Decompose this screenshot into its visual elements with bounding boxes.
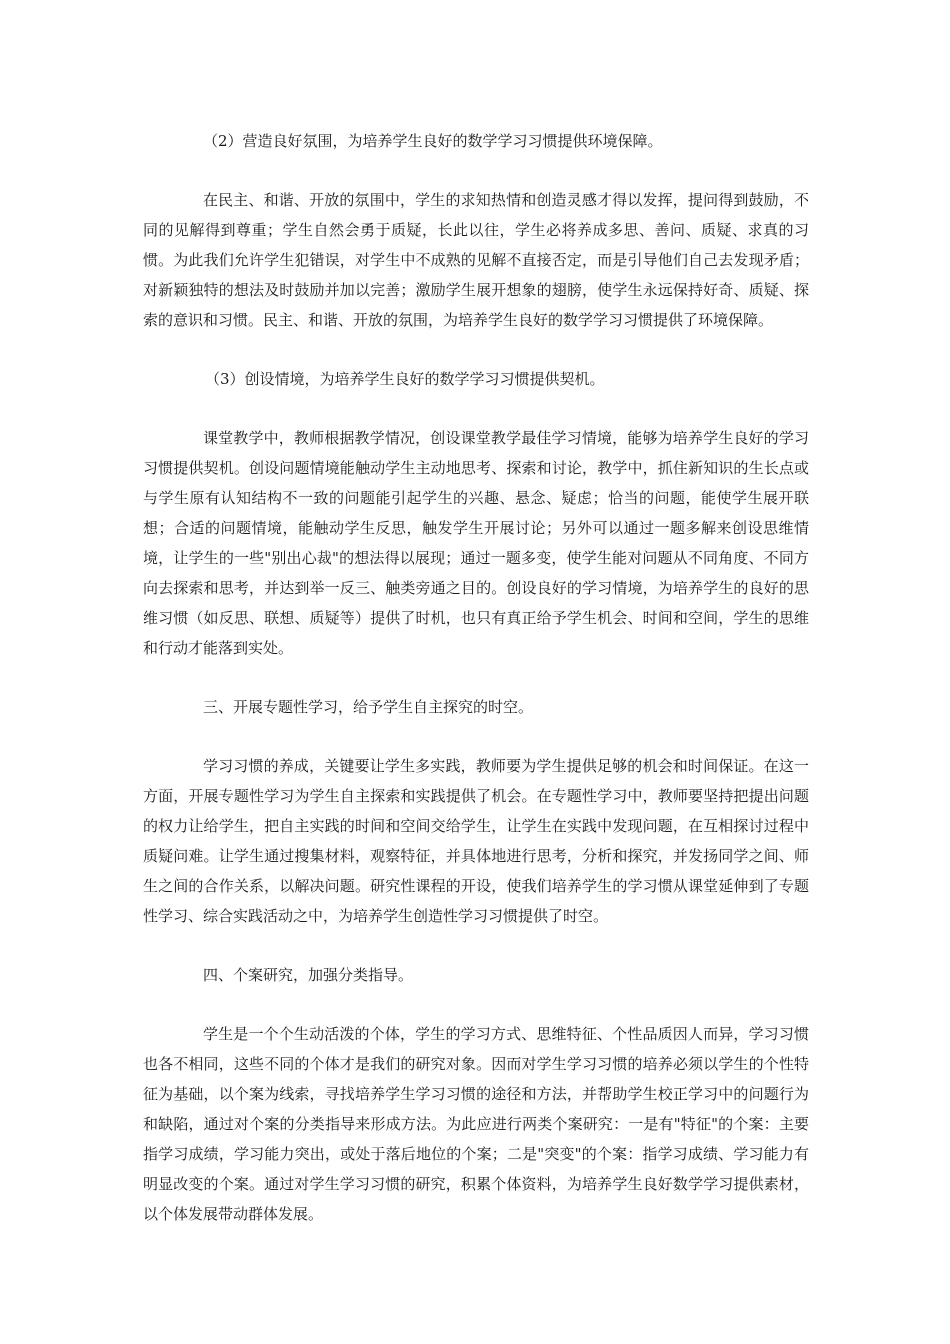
section-heading: （2）营造良好氛围，为培养学生良好的数学学习习惯提供环境保障。 <box>203 132 663 150</box>
section-paragraph: 学生是一个个生动活泼的个体，学生的学习方式、思维特征、个性品质因人而异，学习习惯也各不相同，这些不同的个体才是我们的研究对象。因而对学生学习习惯的培养必须以学生的个性特征为基础，以个案为线索，寻找培养学生学习习惯的途径和方法，并帮助学生校正学习中的问题行为和缺陷，通过对个案的分类指导来形成方法。为此应进行两类个案研究：一是有"特征"的个案：主要指学习成绩，学习能力突出，或处于落后地位的个案；二是"突变"的个案：指学习成绩、学习能力有明显改变的个案。通过对学生学习习惯的研究，积累个体资料，为培养学生良好数学学习提供素材，以个体发展带动群体发展。 <box>143 1025 809 1223</box>
section-paragraph: 学习习惯的养成，关键要让学生多实践，教师要为学生提供足够的机会和时间保证。在这一方面，开展专题性学习为学生自主探索和实践提供了机会。在专题性学习中，教师要坚持把提出问题的权力让给学生，把自主实践的时间和空间交给学生，让学生在实践中发现问题，在互相探讨过程中质疑问难。让学生通过搜集材料，观察特征，并具体地进行思考，分析和探究，并发扬同学之间、师生之间的合作关系，以解决问题。研究性课程的开设，使我们培养学生的学习惯从课堂延伸到了专题性学习、综合实践活动之中，为培养学生创造性学习习惯提供了时空。 <box>143 757 809 925</box>
section-heading: 三、开展专题性学习，给予学生自主探究的时空。 <box>203 698 534 716</box>
section-paragraph: 课堂教学中，教师根据教学情况，创设课堂教学最佳学习情境，能够为培养学生良好的学习习惯提供契机。创设问题情境能触动学生主动地思考、探索和讨论，教学中，抓住新知识的生长点或与学生原有认知结构不一致的问题能引起学生的兴趣、悬念、疑虑；恰当的问题，能使学生展开联想；合适的问题情境，能触动学生反思，触发学生开展讨论；另外可以通过一题多解来创设思维情境，让学生的一些"别出心裁"的想法得以展现；通过一题多变，使学生能对问题从不同角度、不同方向去探索和思考，并达到举一反三、触类旁通之目的。创设良好的学习情境，为培养学生的良好的思维习惯（如反思、联想、质疑等）提供了时机，也只有真正给予学生机会、时间和空间，学生的思维和行动才能落到实处。 <box>143 429 809 657</box>
section-paragraph: 在民主、和谐、开放的氛围中，学生的求知热情和创造灵感才得以发挥，提问得到鼓励，不同的见解得到尊重；学生自然会勇于质疑，长此以往，学生必将养成多思、善问、质疑、求真的习惯。为此我们允许学生犯错误，对学生中不成熟的见解不直接否定，而是引导他们自己去发现矛盾；对新颖独特的想法及时鼓励并加以完善；激励学生展开想象的翅膀，使学生永远保持好奇、质疑、探索的意识和习惯。民主、和谐、开放的氛围，为培养学生良好的数学学习习惯提供了环境保障。 <box>143 191 809 329</box>
section-heading: 四、个案研究，加强分类指导。 <box>203 966 414 984</box>
document-page <box>143 126 809 1229</box>
section-heading: （3）创设情境，为培养学生良好的数学学习习惯提供契机。 <box>205 370 605 388</box>
